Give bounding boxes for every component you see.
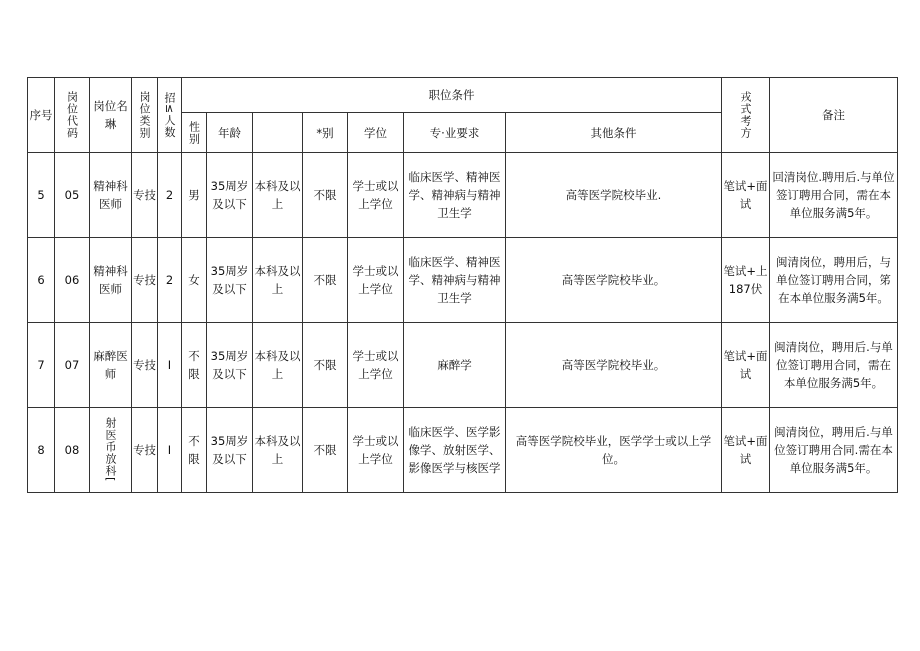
cell-count: I (158, 408, 182, 493)
cell-name: 射医币放科[ (90, 408, 132, 493)
header-major: 专·业要求 (404, 113, 506, 153)
header-edu (253, 113, 303, 153)
cell-category: 专技 (132, 238, 158, 323)
cell-extra: 不限 (303, 408, 348, 493)
cell-exam: 笔试+面试 (722, 408, 770, 493)
cell-degree: 学士或以上学位 (348, 323, 404, 408)
cell-other: 高等医学院校毕业。 (506, 323, 722, 408)
cell-gender: 女 (182, 238, 207, 323)
cell-code: 05 (55, 153, 90, 238)
cell-count: 2 (158, 153, 182, 238)
cell-major: 麻醉学 (404, 323, 506, 408)
header-gender: 性别 (182, 113, 207, 153)
header-age: 年龄 (207, 113, 253, 153)
table-row (28, 153, 898, 238)
cell-gender: 不限 (182, 408, 207, 493)
cell-remarks: 回清岗位.聘用后.与单位签订聘用合同，需在本单位服务满5年。 (770, 153, 898, 238)
cell-degree: 学士或以上学位 (348, 153, 404, 238)
cell-edu: 本科及以上 (253, 408, 303, 493)
cell-age: 35周岁及以下 (207, 238, 253, 323)
cell-remarks: 闽清岗位，聘用后.与单位签订聘用合同，需在本单位服务满5年。 (770, 323, 898, 408)
cell-other: 高等医学院校毕业，医学学士或以上学位。 (506, 408, 722, 493)
cell-remarks: 闽清岗位，聘用后.与单位签订聘用合同.需在本单位服务满5年。 (770, 408, 898, 493)
cell-count: 2 (158, 238, 182, 323)
cell-extra: 不限 (303, 323, 348, 408)
cell-extra: 不限 (303, 238, 348, 323)
cell-seq: 7 (28, 323, 55, 408)
cell-edu: 本科及以上 (253, 323, 303, 408)
cell-gender: 男 (182, 153, 207, 238)
cell-other: 高等医学院校毕业. (506, 153, 722, 238)
cell-name: 麻醉医师 (90, 323, 132, 408)
cell-major: 临床医学、精神医学、精神病与精神卫生学 (404, 153, 506, 238)
header-code: 岗位代码 (55, 78, 90, 153)
cell-code: 07 (55, 323, 90, 408)
cell-category: 专技 (132, 153, 158, 238)
header-remarks: 备注 (770, 78, 898, 153)
header-row-top (28, 78, 898, 113)
cell-extra: 不限 (303, 153, 348, 238)
cell-age: 35周岁及以下 (207, 153, 253, 238)
cell-degree: 学士或以上学位 (348, 238, 404, 323)
header-extra: *别 (303, 113, 348, 153)
header-other: 其他条件 (506, 113, 722, 153)
cell-seq: 8 (28, 408, 55, 493)
header-conditions: 职位条件 (182, 78, 722, 113)
cell-exam: 笔试+面试 (722, 323, 770, 408)
table-row (28, 408, 898, 493)
cell-degree: 学士或以上学位 (348, 408, 404, 493)
cell-edu: 本科及以上 (253, 153, 303, 238)
recruitment-table (27, 77, 898, 493)
cell-name: 精神科医师 (90, 153, 132, 238)
header-degree: 学位 (348, 113, 404, 153)
table-row (28, 238, 898, 323)
cell-age: 35周岁及以下 (207, 323, 253, 408)
cell-remarks: 闽清岗位，聘用后，与单位签订聘用合同，笫在本单位服务满5年。 (770, 238, 898, 323)
cell-code: 08 (55, 408, 90, 493)
cell-exam: 笔试+面试 (722, 153, 770, 238)
header-category: 岗位类别 (132, 78, 158, 153)
header-exam: 戎式考方 (722, 78, 770, 153)
cell-major: 临床医学、精神医学、精神病与精神卫生学 (404, 238, 506, 323)
header-name: 岗位名琳 (90, 78, 132, 153)
header-count: 招≤人数 (158, 78, 182, 153)
cell-exam: 笔试+上187伏 (722, 238, 770, 323)
cell-seq: 5 (28, 153, 55, 238)
cell-name: 精神科医师 (90, 238, 132, 323)
cell-code: 06 (55, 238, 90, 323)
cell-major: 临床医学、医学影像学、放射医学、影像医学与核医学 (404, 408, 506, 493)
cell-edu: 本科及以上 (253, 238, 303, 323)
cell-other: 高等医学院校毕业。 (506, 238, 722, 323)
cell-count: I (158, 323, 182, 408)
header-seq: 序号 (28, 78, 55, 153)
table-row (28, 323, 898, 408)
cell-category: 专技 (132, 323, 158, 408)
cell-category: 专技 (132, 408, 158, 493)
cell-age: 35周岁及以下 (207, 408, 253, 493)
cell-seq: 6 (28, 238, 55, 323)
cell-gender: 不限 (182, 323, 207, 408)
